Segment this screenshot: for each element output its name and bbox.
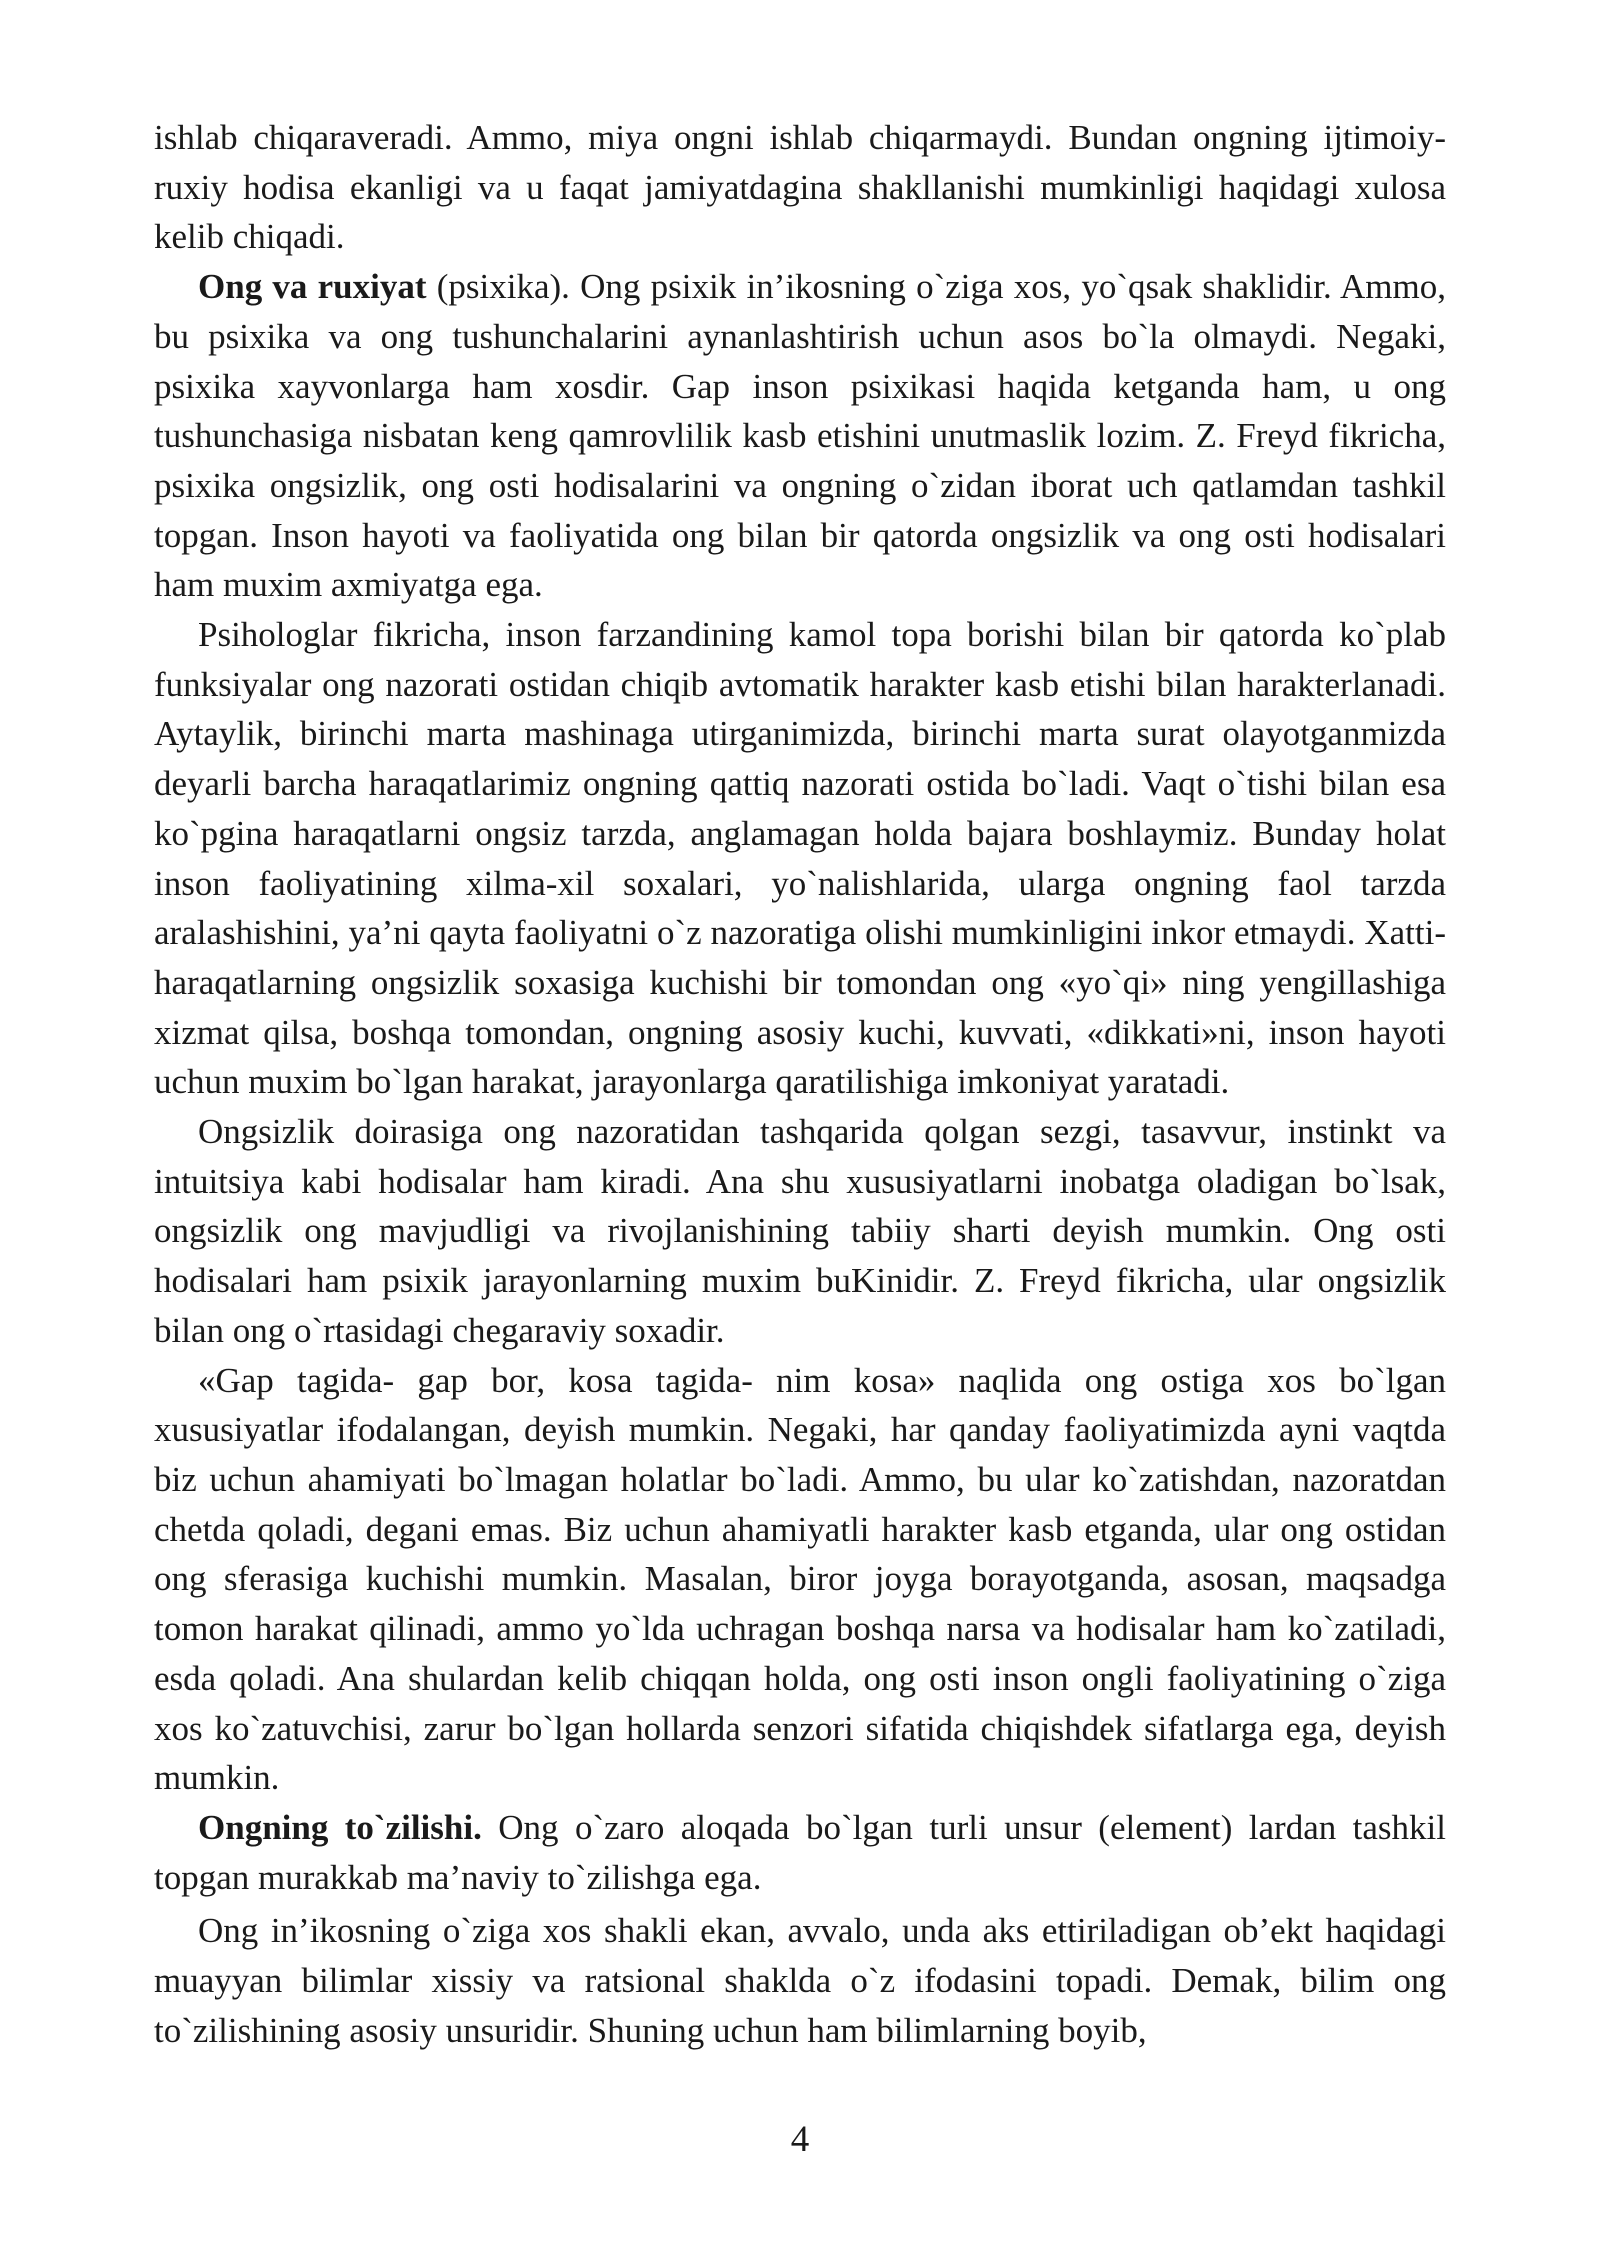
paragraph-text: Ong o`zaro aloqada bo`lgan turli unsur (element) lardan tashkil topgan murakkab ma’naviy to`zilishga ega. — [154, 1807, 1446, 1897]
paragraph-4 — [154, 1107, 1446, 1356]
paragraph-text: Ong in’ikosning o`ziga xos shakli ekan, avvalo, unda aks ettiriladigan ob’ekt haqidagi muayyan bilimlar xissiy va ratsional shaklda o`z ifodasini topadi. Demak, bilim ong to`zilishining asosiy unsuridir. Shuning uchun ham bilimlarning boyib, — [154, 1911, 1446, 2050]
paragraph-heading: Ong va ruxiyat — [198, 267, 427, 307]
page-body-text — [154, 113, 1446, 2055]
paragraph-5 — [154, 1356, 1446, 1803]
paragraph-2 — [154, 262, 1446, 610]
paragraph-text: Ongsizlik doirasiga ong nazoratidan tashqarida qolgan sezgi, tasavvur, instinkt va intuitsiya kabi hodisalar ham kiradi. Ana shu xususiyatlarni inobatga oladigan bo`lsak, ongsizlik ong mavjudligi va rivojlanishining tabiiy sharti deyish mumkin. Ong osti hodisalari ham psixik jarayonlarning muxim buKinidir. Z. Freyd fikricha, ular ongsizlik bilan ong o`rtasidagi chegaraviy soxadir. — [154, 1112, 1446, 1350]
paragraph-text: Psihologlar fikricha, inson farzandining kamol topa borishi bilan bir qatorda ko`plab funksiyalar ong nazorati ostidan chiqib avtomatik harakter kasb etishi bilan harakterlanadi. Aytaylik, birinchi marta mashinaga utirganimizda, birinchi marta surat olayotganmizda deyarli barcha haraqatlarimiz ongning qattiq nazorati ostida bo`ladi. Vaqt o`tishi bilan esa ko`pgina haraqatlarni ongsiz tarzda, anglamagan holda bajara boshlaymiz. Bunday holat inson faoliyatining xilma-xil soxalari, yo`nalishlarida, ularga ongning faol tarzda aralashishini, ya’ni qayta faoliyatni o`z nazoratiga olishi mumkinligini inkor etmaydi. Xatti-haraqatlarning ongsizlik soxasiga kuchishi bir tomondan ong «yo`qi» ning yengillashiga xizmat qilsa, boshqa tomondan, ongning asosiy kuchi, kuvvati, «dikkati»ni, inson hayoti uchun muxim bo`lgan harakat, jarayonlarga qaratilishiga imkoniyat yaratadi. — [154, 615, 1446, 1102]
paragraph-text: (psixika). Ong psixik in’ikosning o`ziga xos, yo`qsak shaklidir. Ammo, bu psixika va ong tushunchalarini aynanlashtirish uchun asos bo`la olmaydi. Negaki, psixika xayvonlarga ham xosdir. Gap inson psixikasi haqida ketganda ham, u ong tushunchasiga nisbatan keng qamrovlilik kasb etishini unutmaslik lozim. Z. Freyd fikricha, psixika ongsizlik, ong osti hodisalarini va ongning o`zidan iborat uch qatlamdan tashkil topgan. Inson hayoti va faoliyatida ong bilan bir qatorda ongsizlik va ong osti hodisalari ham muxim axmiyatga ega. — [154, 267, 1446, 605]
paragraph-text: ishlab chiqaraveradi. Ammo, miya ongni ishlab chiqarmaydi. Bundan ongning ijtimoiy-ruxiy hodisa ekanligi va u faqat jamiyatdagina shakllanishi mumkinligi haqidagi xulosa kelib chiqadi. — [154, 118, 1446, 257]
paragraph-7 — [154, 1906, 1446, 2055]
page-number: 4 — [790, 2119, 810, 2160]
paragraph-6 — [154, 1803, 1446, 1902]
paragraph-heading: Ongning to`zilishi. — [198, 1807, 482, 1847]
paragraph-text: «Gap tagida- gap bor, kosa tagida- nim kosa» naqlida ong ostiga xos bo`lgan xususiyatlar ifodalangan, deyish mumkin. Negaki, har qanday faoliyatimizda ayni vaqtda biz uchun ahamiyati bo`lmagan holatlar bo`ladi. Ammo, bu ular ko`zatishdan, nazoratdan chetda qoladi, degani emas. Biz uchun ahamiyatli harakter kasb etganda, ular ong ostidan ong sferasiga kuchishi mumkin. Masalan, biror joyga borayotganda, asosan, maqsadga tomon harakat qilinadi, ammo yo`lda uchragan boshqa narsa va hodisalar ham ko`zatiladi, esda qoladi. Ana shulardan kelib chiqqan holda, ong osti inson ongli faoliyatining o`ziga xos ko`zatuvchisi, zarur bo`lgan hollarda senzori sifatida chiqishdek sifatlarga ega, deyish mumkin. — [154, 1360, 1446, 1798]
paragraph-3 — [154, 610, 1446, 1107]
paragraph-1 — [154, 113, 1446, 262]
